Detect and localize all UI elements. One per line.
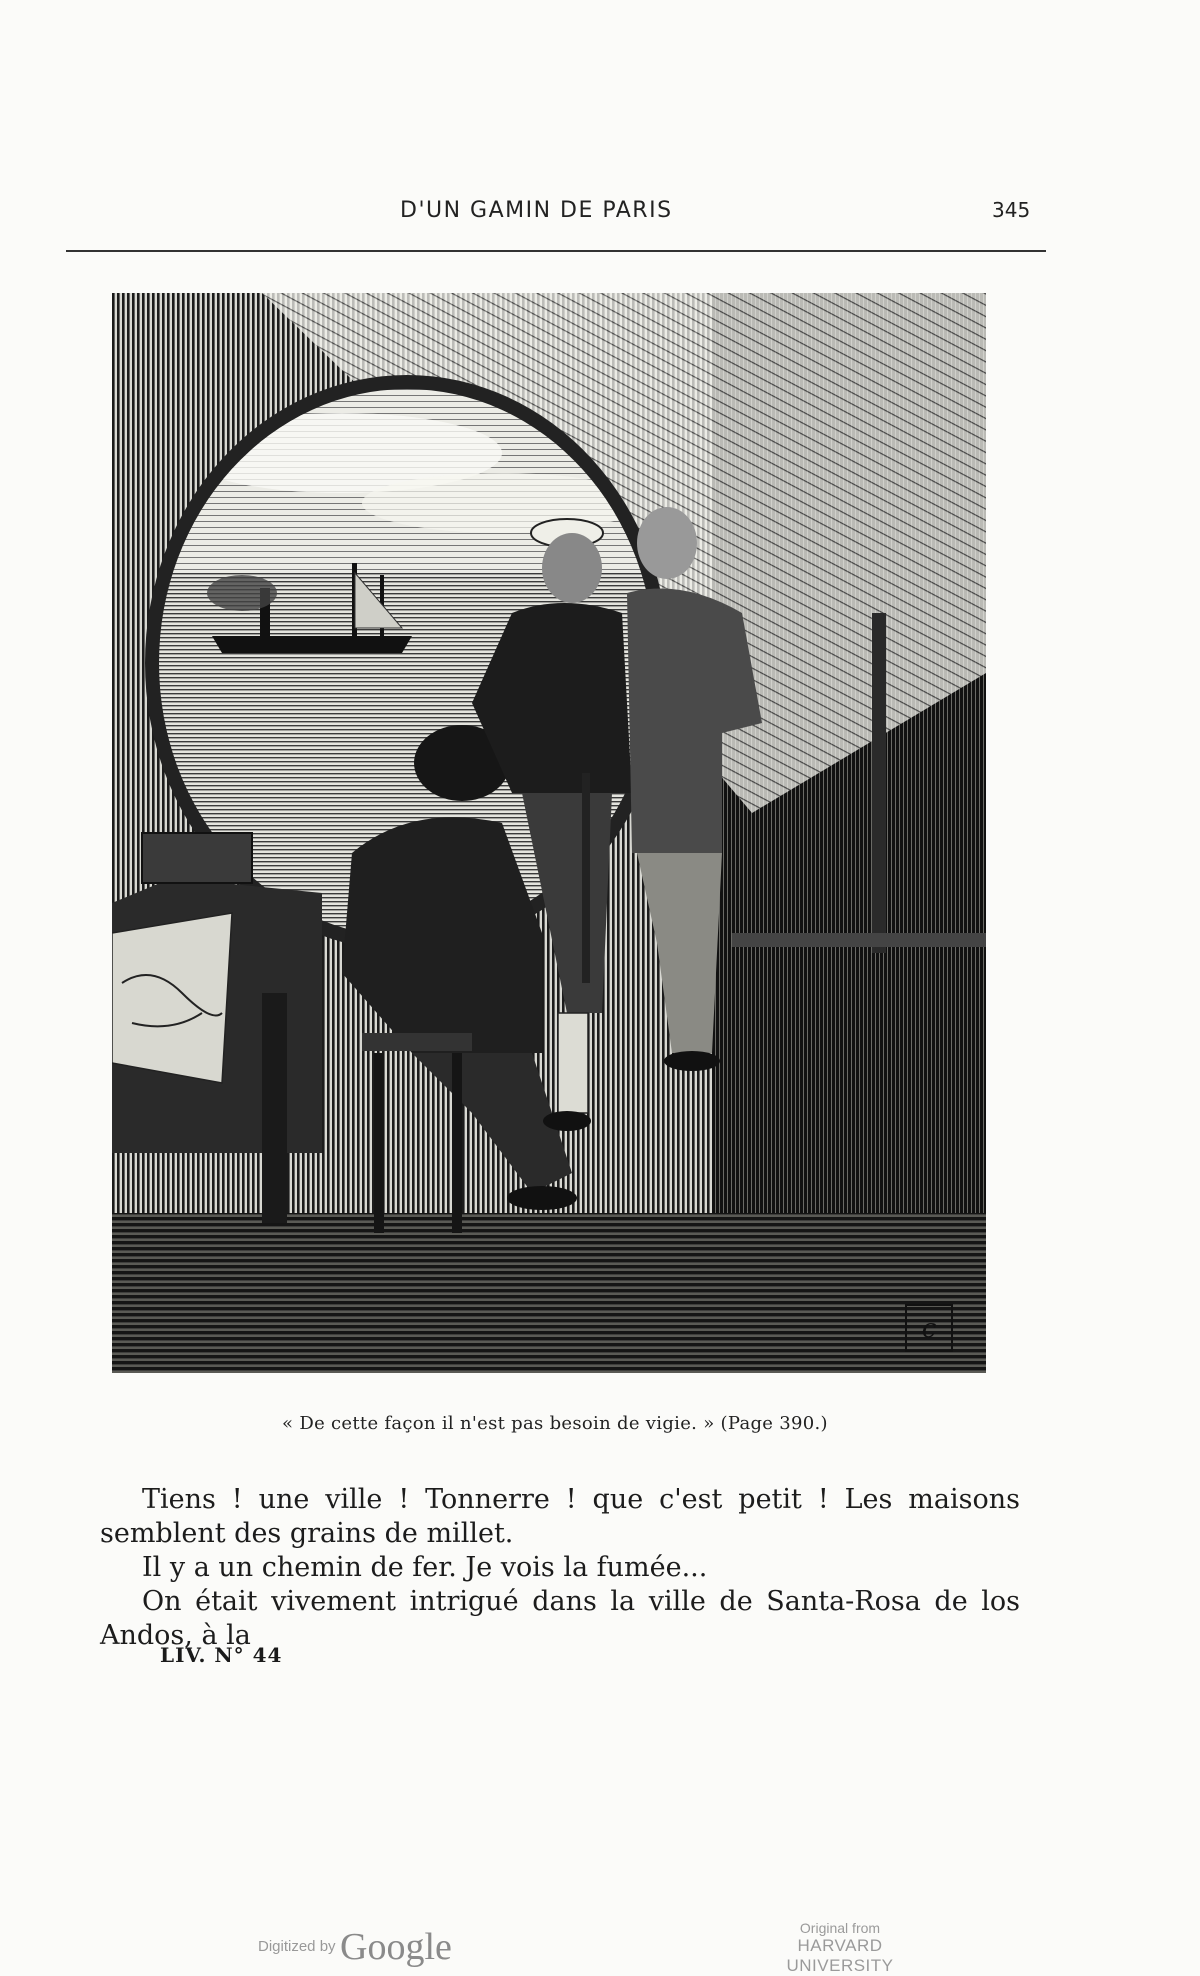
paragraph: On était vivement intrigué dans la ville de Santa-Rosa de los Andos, à la	[100, 1586, 1020, 1651]
illustration-caption: « De cette façon il n'est pas besoin de vigie. » (Page 390.)	[282, 1413, 828, 1434]
paragraph: Tiens ! une ville ! Tonnerre ! que c'est petit ! Les maisons semblent des grains de millet.	[100, 1484, 1020, 1549]
original-from-label: Original from	[799, 1920, 881, 1936]
signature-mark: LIV. N° 44	[160, 1643, 283, 1667]
header-rule	[66, 250, 1046, 252]
institution-name: HARVARD UNIVERSITY	[786, 1936, 894, 1975]
running-title: D'UN GAMIN DE PARIS	[400, 198, 673, 223]
body-text	[100, 1483, 1020, 1653]
engraving-illustration	[112, 293, 986, 1373]
google-logo: Google	[340, 1926, 452, 1968]
svg-text:c: c	[921, 1314, 937, 1344]
digitized-by-label: Digitized by	[258, 1938, 336, 1955]
paragraph: Il y a un chemin de fer. Je vois la fumée...	[142, 1552, 708, 1583]
page-number: 345	[992, 198, 1031, 222]
